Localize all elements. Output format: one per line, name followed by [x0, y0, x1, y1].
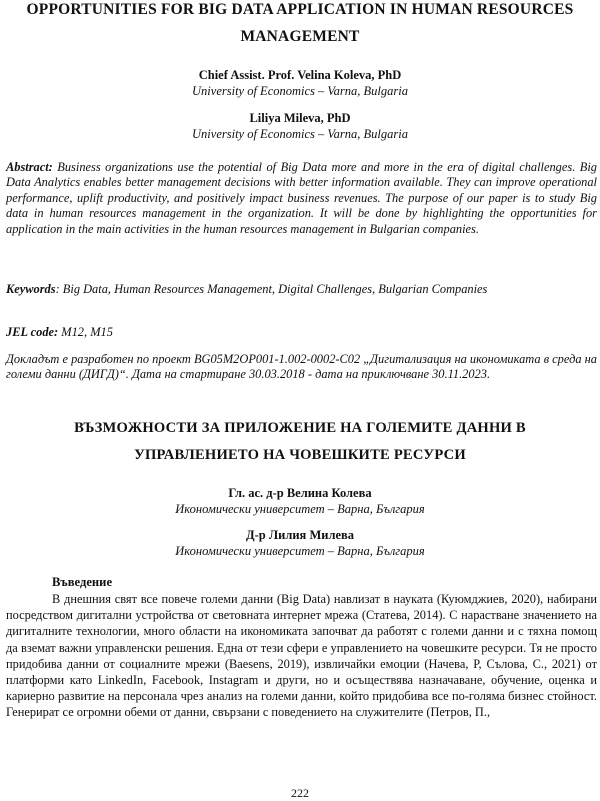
keywords-label: Keywords — [6, 282, 56, 296]
author-affiliation-2-en: University of Economics – Varna, Bulgaria — [192, 127, 408, 141]
page-number: 222 — [291, 786, 309, 800]
intro-paragraph: В днешния свят все повече големи данни (Big Data) навлизат в науката (Куюмджиев, 2020), набирани посредством дигитални устройства от световната интернет мрежа (Статева, 2014). С нарастване значението на дигиталните технологии, много области на икономиката започват да работят с големи данни и с тяхна помощ да вземат важни управленски решения. Една от тези сфери е управлението на човешките ресурси. Тя не просто придобива данни от социалните мрежи (Baesens, 2019), извличайки емоции (Начева, Р, Сълова, С., 2021) от платформи като LinkedIn, Facebook, Instagram и други, но и осъществява назначаване, обучение, оценка и кариерно развитие на персонала чрез анализ на големи данни, който придобива все по-голяма бизнес стойност. Генерират се огромни обеми от данни, свързани с поведението на служителите (Петров, П., — [6, 592, 597, 720]
author-affiliation-1-en: University of Economics – Varna, Bulgaria — [192, 84, 408, 98]
author-name-2-bg: Д-р Лилия Милева — [245, 528, 355, 542]
intro-body — [6, 591, 597, 721]
abstract-label: Abstract: — [6, 160, 53, 174]
abstract-text: Business organizations use the potential of Big Data more and more in the era of digital challenges. Big Data Analytics enables better management decisions with better information available. They can improve operational performance, uplift productivity, and positively impact business revenues. The purpose of our paper is to study Big data in human resources management in the organization. It will be done by highlighting the opportunities for application in the main activities in the human resources management in Bulgarian companies. — [6, 160, 597, 236]
jel-code — [6, 325, 597, 340]
author-name-1-bg: Гл. ас. д-р Велина Колева — [228, 486, 372, 500]
author-affiliation-1-bg: Икономически университет – Варна, България — [175, 502, 425, 516]
paper-title-bg: ВЪЗМОЖНОСТИ ЗА ПРИЛОЖЕНИЕ НА ГОЛЕМИТЕ ДАННИ В УПРАВЛЕНИЕТО НА ЧОВЕШКИТЕ РЕСУРСИ — [74, 420, 526, 463]
intro-heading: Въведение — [52, 575, 113, 589]
author-name-1-en: Chief Assist. Prof. Velina Koleva, PhD — [198, 68, 402, 82]
jel-label: JEL code: — [6, 325, 59, 339]
funding-note: Докладът е разработен по проект BG05M2OP001-1.002-0002-C02 „Дигитализация на икономиката в среда на големи данни (ДИГД)“. Дата на стартиране 30.03.2018 - дата на приключване 30.11.2023. — [6, 352, 597, 382]
keywords-text: : Big Data, Human Resources Management, Digital Challenges, Bulgarian Companies — [55, 282, 488, 296]
keywords — [6, 282, 597, 297]
author-name-2-en: Liliya Mileva, PhD — [249, 111, 351, 125]
abstract — [6, 160, 597, 237]
paper-title-en: OPPORTUNITIES FOR BIG DATA APPLICATION IN HUMAN RESOURCES MANAGEMENT — [26, 1, 574, 45]
author-affiliation-2-bg: Икономически университет – Варна, България — [175, 544, 425, 558]
jel-text: M12, M15 — [58, 325, 113, 339]
